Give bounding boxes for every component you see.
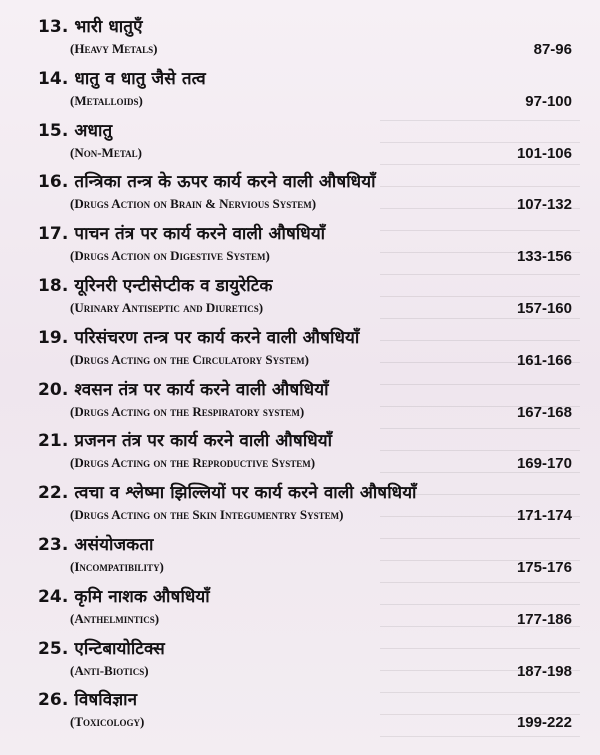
toc-entry-19 bbox=[0, 325, 600, 377]
page-range: 177-186 bbox=[516, 610, 572, 628]
chapter-title-english: (Non-Metal) bbox=[70, 144, 142, 160]
chapter-title-hindi: 21. प्रजनन तंत्र पर कार्य करने वाली औषधियाँ bbox=[38, 431, 333, 452]
chapter-title-english: (Metalloids) bbox=[70, 92, 143, 108]
chapter-title-hindi: 17. पाचन तंत्र पर कार्य करने वाली औषधियाँ bbox=[38, 224, 326, 245]
chapter-title-hindi: 24. कृमि नाशक औषधियाँ bbox=[38, 586, 210, 607]
chapter-number: 18. bbox=[38, 275, 69, 296]
toc-entry-13 bbox=[0, 14, 600, 66]
page-range: 133-156 bbox=[516, 248, 572, 266]
chapter-title-english: (Drugs Acting on the Respiratory system) bbox=[70, 403, 305, 419]
chapter-title-english: (Drugs Action on Brain & Nervious System) bbox=[70, 196, 317, 212]
chapter-number: 25. bbox=[38, 638, 69, 659]
chapter-title-english: (Anti-Biotics) bbox=[70, 662, 149, 678]
chapter-title-hindi: 16. तन्त्रिका तन्त्र के ऊपर कार्य करने वाली औषधियाँ bbox=[38, 172, 376, 193]
chapter-title-english: (Drugs Acting on the Reproductive System) bbox=[70, 455, 316, 471]
chapter-number: 20. bbox=[38, 379, 69, 400]
toc-entry-22 bbox=[0, 480, 600, 532]
chapter-number: 24. bbox=[38, 586, 69, 607]
chapter-title-english: (Toxicology) bbox=[70, 714, 145, 730]
chapter-title-english: (Urinary Antiseptic and Diuretics) bbox=[70, 299, 264, 315]
chapter-title-english: (Anthelmintics) bbox=[70, 610, 160, 626]
toc-entry-26 bbox=[0, 687, 600, 739]
chapter-title-hindi: 18. यूरिनरी एन्टीसेप्टीक व डायुरेटिक bbox=[38, 275, 273, 296]
chapter-number: 15. bbox=[38, 120, 69, 141]
toc-entry-16 bbox=[0, 169, 600, 221]
table-of-contents bbox=[0, 14, 600, 739]
chapter-number: 13. bbox=[38, 17, 69, 37]
page-range: 187-198 bbox=[516, 662, 572, 680]
page-range: 175-176 bbox=[516, 558, 572, 576]
page-range: 161-166 bbox=[516, 351, 572, 369]
toc-entry-20 bbox=[0, 377, 600, 429]
chapter-title-hindi: 14. धातु व धातु जैसे तत्व bbox=[38, 68, 206, 89]
chapter-number: 21. bbox=[38, 431, 69, 452]
chapter-number: 19. bbox=[38, 327, 69, 348]
toc-entry-24 bbox=[0, 584, 600, 636]
chapter-title-english: (Drugs Acting on the Skin Integumentry System) bbox=[70, 507, 344, 523]
page-range: 199-222 bbox=[516, 714, 572, 732]
page-range: 171-174 bbox=[516, 507, 572, 525]
toc-entry-25 bbox=[0, 636, 600, 688]
toc-entry-18 bbox=[0, 273, 600, 325]
chapter-number: 14. bbox=[38, 68, 69, 89]
chapter-title-hindi: 25. एन्टिबायोटिक्स bbox=[38, 638, 165, 659]
page-range: 107-132 bbox=[516, 196, 572, 214]
page-range: 97-100 bbox=[525, 92, 572, 110]
toc-entry-14 bbox=[0, 66, 600, 118]
chapter-title-english: (Drugs Action on Digestive System) bbox=[70, 248, 270, 264]
toc-entry-21 bbox=[0, 428, 600, 480]
page-range: 87-96 bbox=[533, 41, 572, 58]
page-range: 169-170 bbox=[516, 455, 572, 473]
chapter-number: 22. bbox=[38, 483, 69, 504]
toc-entry-17 bbox=[0, 221, 600, 273]
page-range: 101-106 bbox=[516, 144, 572, 162]
toc-entry-23 bbox=[0, 532, 600, 584]
page-range: 167-168 bbox=[516, 403, 572, 421]
chapter-number: 17. bbox=[38, 224, 69, 245]
chapter-title-hindi: 19. परिसंचरण तन्त्र पर कार्य करने वाली औषधियाँ bbox=[38, 327, 360, 348]
chapter-title-hindi: 15. अधातु bbox=[38, 120, 113, 141]
chapter-title-english: (Heavy Metals) bbox=[70, 41, 158, 56]
chapter-title-hindi: 13. भारी धातुएँ bbox=[38, 17, 143, 37]
chapter-title-hindi: 22. त्वचा व श्लेष्मा झिल्लियों पर कार्य करने वाली औषधियाँ bbox=[38, 483, 417, 504]
chapter-title-english: (Drugs Acting on the Circulatory System) bbox=[70, 351, 309, 367]
chapter-title-english: (Incompatibility) bbox=[70, 558, 164, 574]
toc-entry-15 bbox=[0, 118, 600, 170]
page-range: 157-160 bbox=[516, 299, 572, 317]
chapter-title-hindi: 20. श्वसन तंत्र पर कार्य करने वाली औषधियाँ bbox=[38, 379, 329, 400]
chapter-number: 23. bbox=[38, 534, 69, 555]
chapter-number: 16. bbox=[38, 172, 69, 193]
chapter-title-hindi: 26. विषविज्ञान bbox=[38, 690, 138, 711]
chapter-number: 26. bbox=[38, 690, 69, 711]
chapter-title-hindi: 23. असंयोजकता bbox=[38, 534, 154, 555]
